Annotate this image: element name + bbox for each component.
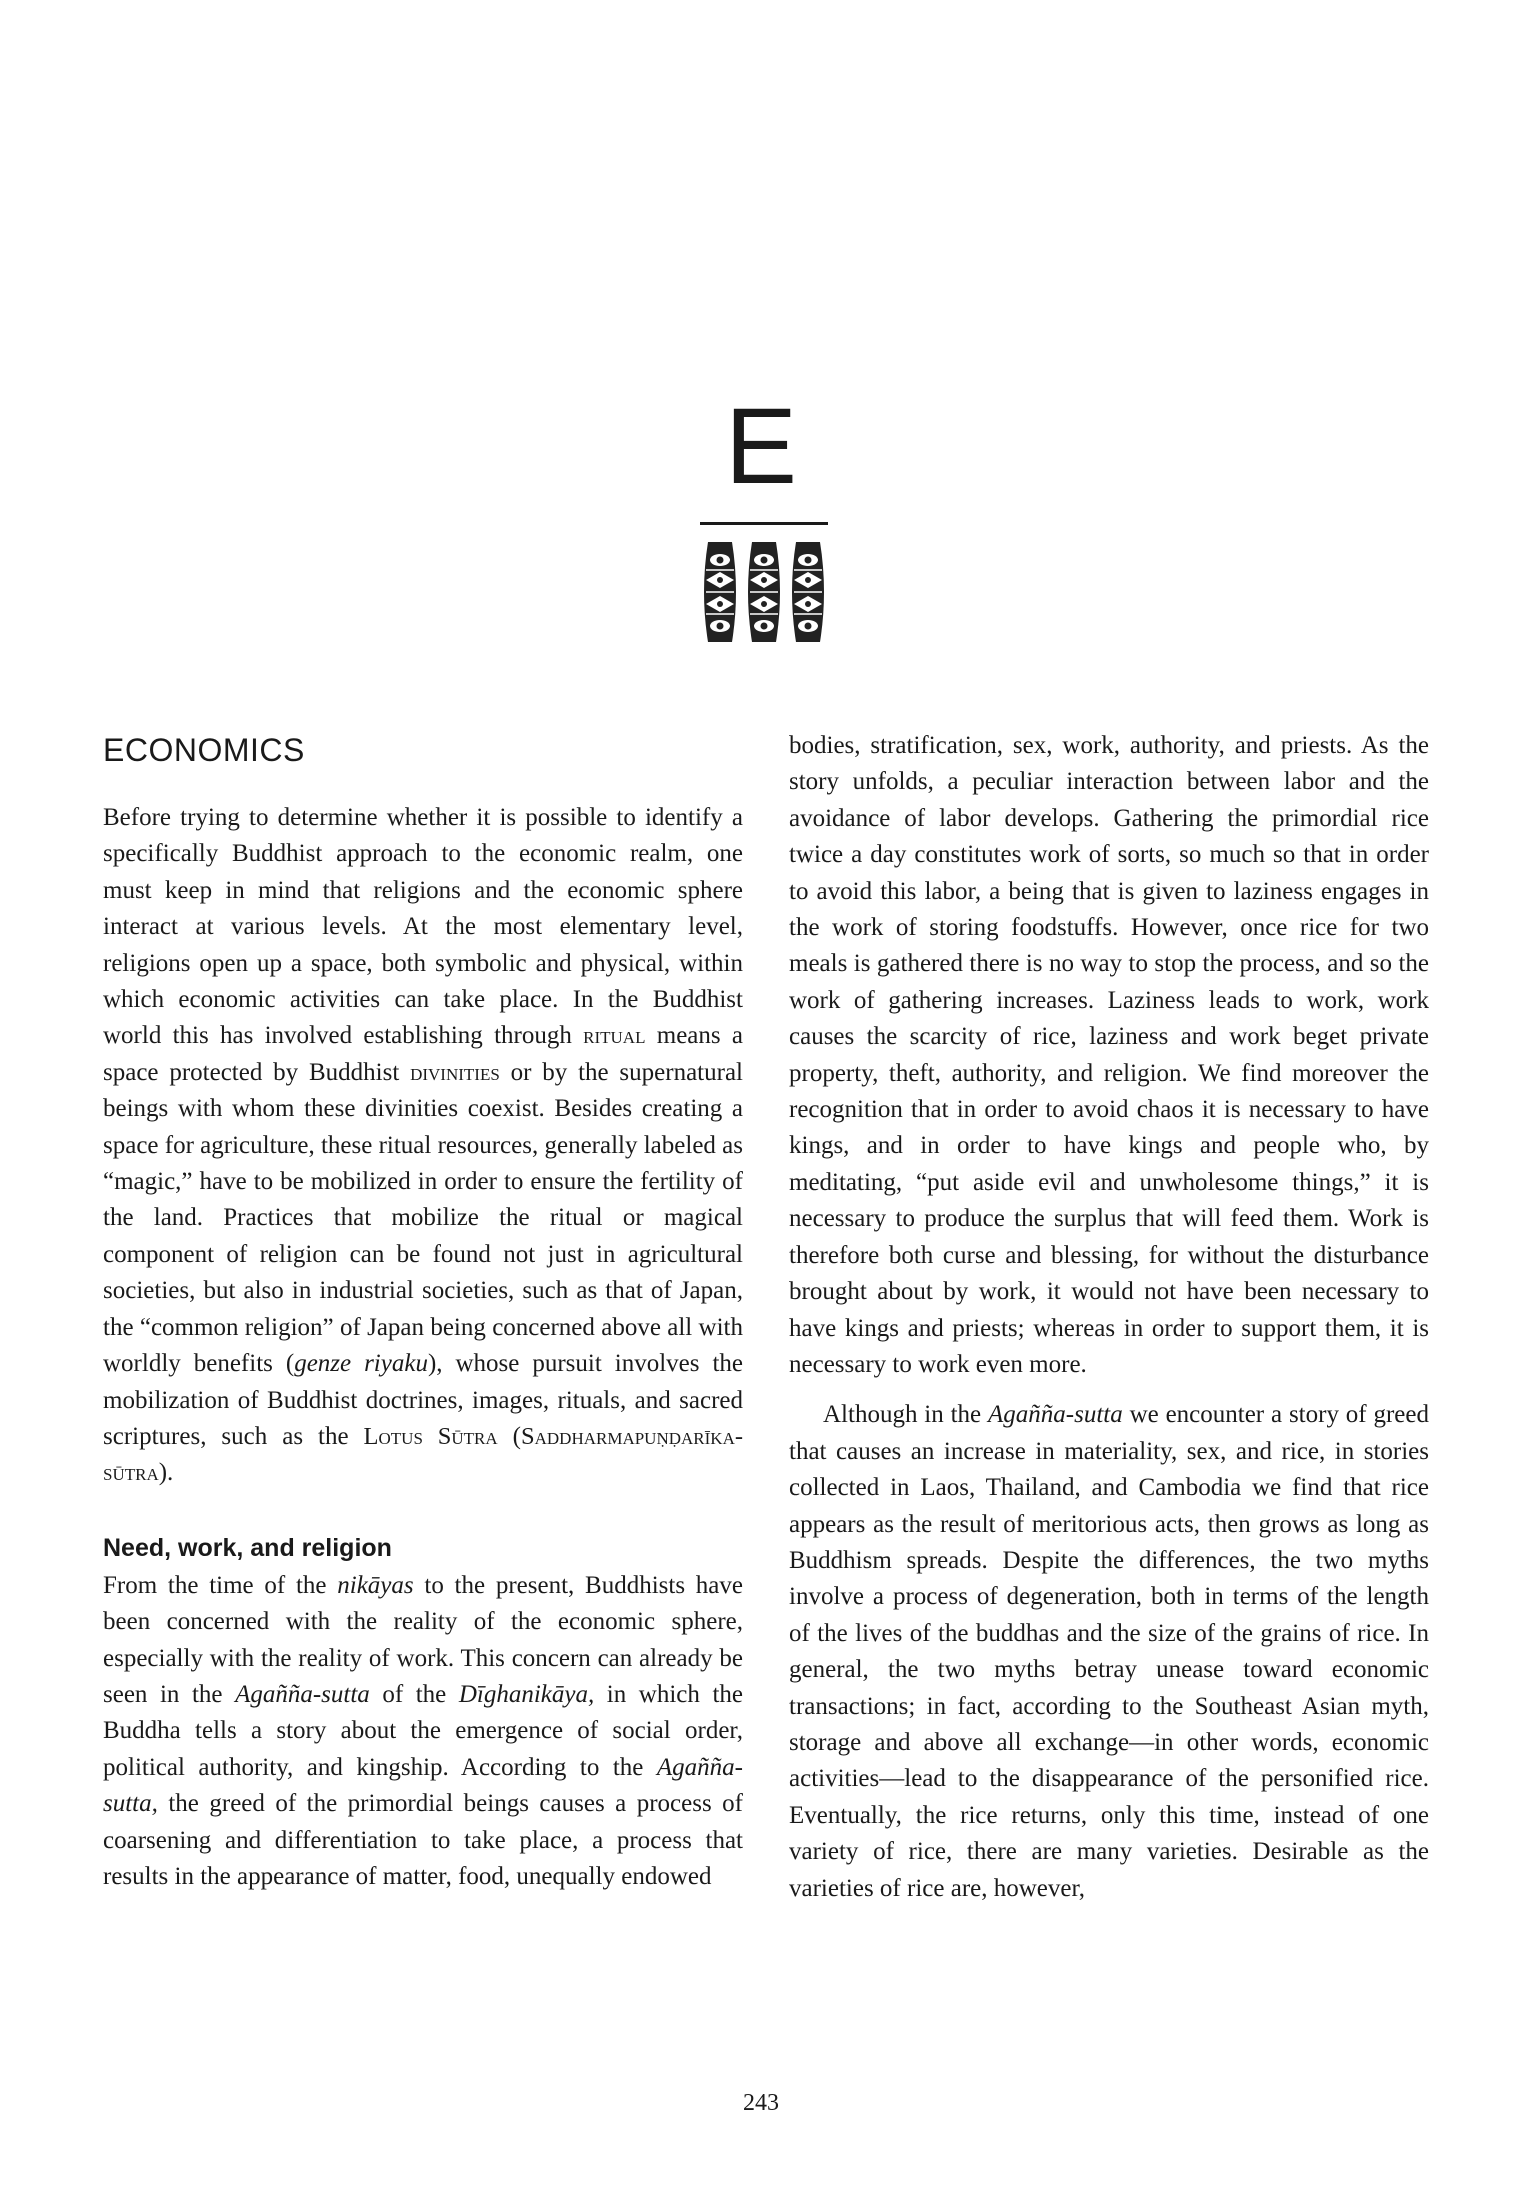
text: From the time of the [103, 1571, 338, 1599]
cross-ref-divinities[interactable]: divinities [410, 1058, 500, 1086]
term-aganna-sutta: Agañña-sutta [235, 1680, 370, 1708]
term-aganna-sutta: Agañña-sutta, [103, 1753, 743, 1818]
entry-title: ECONOMICS [103, 732, 305, 768]
paragraph-intro [103, 800, 743, 1492]
text: ( [497, 1422, 521, 1450]
left-column [103, 730, 743, 1895]
term-genze-riyaku: genze riyaku [294, 1350, 428, 1378]
term-aganna-sutta: Agañña-sutta [988, 1401, 1123, 1429]
text: means a space protected by Buddhist [103, 1022, 743, 1086]
text: ), whose pursuit involves the mobilization of Buddhist doctrines, images, rituals, and sacred scriptures, such as the [103, 1350, 743, 1450]
subhead-need-work-religion: Need, work, and religion [103, 1533, 392, 1562]
text: Before trying to determine whether it is possible to identify a specifically Buddhist approach to the economic realm, one must keep in mind that religions and the economic sphere interact at various levels. At the most elementary level, religions open up a space, both symbolic and physical, within which economic activities can take place. In the Buddhist world this has involved establishing through [103, 804, 743, 1050]
text: the greed of the primordial beings causes a process of coarsening and differentiation to take place, a process that results in the appearance of matter, food, unequally endowed [103, 1790, 743, 1890]
cross-ref-ritual[interactable]: ritual [583, 1022, 646, 1050]
text: Although in the [823, 1401, 988, 1429]
chapter-letter: E [724, 385, 798, 506]
text: in which the Buddha tells a story about the emergence of social order, political authority, and kingship. According to the [103, 1680, 743, 1781]
paragraph-need-work [103, 1568, 743, 1896]
page-number: 243 [743, 2090, 779, 2116]
right-column [789, 728, 1429, 1907]
text: of the [369, 1680, 459, 1708]
cross-ref-lotus-sutra[interactable]: Lotus Sūtra [363, 1422, 498, 1450]
text: we encounter a story of greed that causes an increase in materiality, sex, and rice, in stories collected in Laos, Thailand, and Cambodia we find that rice appears as the result of meritorious acts, then grows as long as Buddhism spreads. Despite the differences, the two myths involve a process of degeneration, both in terms of the length of the lives of the buddhas and the size of the grains of rice. In general, the two myths betray unease toward economic transactions; in fact, according to the Southeast Asian myth, storage and above all exchange—in other words, economic activities—lead to the disappearance of the personified rice. Eventually, the rice returns, only this time, instead of one variety of rice, there are many varieties. Desirable as the varieties of rice are, however, [789, 1401, 1429, 1902]
cross-ref-saddharmapundarika[interactable]: Saddharmapuṇḍarīka-sūtra [103, 1422, 744, 1487]
text: or by the supernatural beings with whom these divinities coexist. Besides creating a space for agriculture, these ritual resources, generally labeled as “magic,” have to be mobilized in order to ensure the fertility of the land. Practices that mobilize the ritual or magical component of religion can be found not just in agricultural societies, but also in industrial societies, such as that of Japan, the “common religion” of Japan being concerned above all with worldly benefits ( [103, 1058, 743, 1378]
text: to the present, Buddhists have been concerned with the reality of the economic sphere, especially with the reality of work. This concern can already be seen in the [103, 1571, 743, 1708]
three-beads-ornament-icon [694, 540, 834, 644]
term-dighanikaya: Dīghanikāya, [458, 1680, 595, 1708]
paragraph-continued: bodies, stratification, sex, work, authority, and priests. As the story unfolds, a peculiar interaction between labor and the avoidance of labor develops. Gathering the primordial rice twice a day constitutes work of sorts, so much so that in order to avoid this labor, a being that is given to laziness engages in the work of storing foodstuffs. However, once rice for two meals is gathered there is no way to stop the process, and so the work of gathering increases. Laziness leads to work, work causes the scarcity of rice, laziness and work beget private property, theft, authority, and religion. We find moreover the recognition that in order to avoid chaos it is necessary to have kings, and in order to have kings and people who, by meditating, “put aside evil and unwholesome things,” it is necessary to produce the surplus that will feed them. Work is therefore both curse and blessing, for without the disturbance brought about by work, it would not have been necessary to have kings and priests; whereas in order to support them, it is necessary to work even more. [789, 732, 1429, 1378]
chapter-rule [700, 522, 828, 525]
term-nikayas: nikāyas [337, 1571, 414, 1599]
paragraph-southeast-asian-myth [789, 1397, 1429, 1907]
text: ). [158, 1459, 174, 1487]
